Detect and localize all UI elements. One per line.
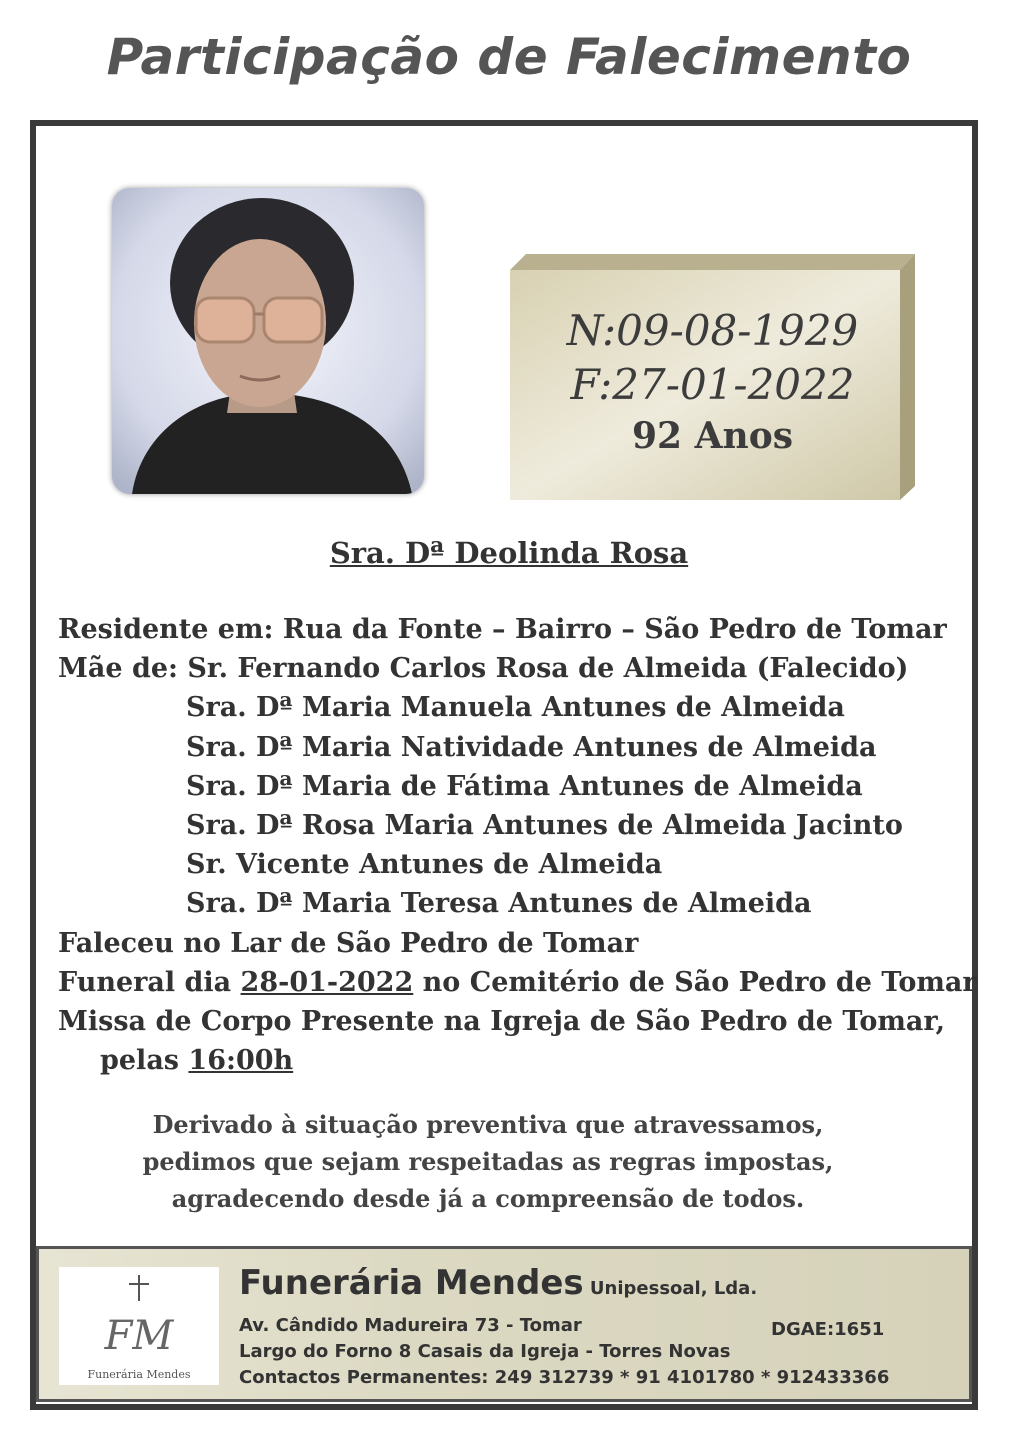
mass-time: 16:00h: [188, 1045, 294, 1077]
mass-time-prefix: pelas: [100, 1045, 189, 1077]
child-line: Sra. Dª Maria Teresa Antunes de Almeida: [186, 888, 812, 920]
child-line: Sra. Dª Maria Natividade Antunes de Almeida: [186, 731, 877, 763]
portrait-image: [112, 188, 424, 494]
company-name-main: Funerária Mendes: [239, 1263, 584, 1303]
funeral-line: [58, 963, 977, 1002]
contacts-line: Contactos Permanentes: 249 312739 * 91 4101780 * 912433366: [239, 1367, 890, 1388]
age: 92 Anos: [631, 415, 793, 457]
covid-notice: [0, 1106, 976, 1217]
dgae-number: DGAE:1651: [771, 1319, 885, 1340]
mass-time-line: [58, 1041, 958, 1080]
logo-monogram: FM: [104, 1313, 174, 1359]
child-line: Sra. Dª Maria de Fátima Antunes de Almeida: [186, 770, 863, 802]
child-line: Sra. Dª Rosa Maria Antunes de Almeida Jacinto: [186, 810, 903, 842]
company-name: [239, 1263, 757, 1303]
notice-line: Derivado à situação preventiva que atravessamos,: [152, 1110, 824, 1139]
death-date: F:27-01-2022: [570, 360, 855, 409]
dates-stone: [510, 254, 915, 500]
funeral-home-logo: [59, 1267, 219, 1385]
funeral-prefix: Funeral dia: [58, 966, 241, 998]
place-of-death-line: Faleceu no Lar de São Pedro de Tomar: [58, 927, 639, 959]
address-torres-novas: Largo do Forno 8 Casais da Igreja - Torres Novas: [239, 1341, 731, 1362]
mass-line: Missa de Corpo Presente na Igreja de São Pedro de Tomar,: [58, 1006, 946, 1038]
notice-line: pedimos que sejam respeitadas as regras impostas,: [142, 1147, 834, 1176]
funeral-date: 28-01-2022: [240, 966, 414, 998]
deceased-name: Sra. Dª Deolinda Rosa: [329, 536, 689, 570]
child-line: Sr. Vicente Antunes de Almeida: [186, 849, 663, 881]
portrait-photo: [112, 188, 424, 494]
funeral-suffix: no Cemitério de São Pedro de Tomar: [413, 966, 977, 998]
funeral-home-footer: [36, 1246, 972, 1402]
logo-caption: Funerária Mendes: [87, 1368, 191, 1381]
residence-line: Residente em: Rua da Fonte – Bairro – São Pedro de Tomar: [58, 614, 947, 645]
notice-line: agradecendo desde já a compreensão de todos.: [171, 1184, 805, 1213]
page-title: Participação de Falecimento: [106, 28, 912, 86]
children-intro-line: Mãe de: Sr. Fernando Carlos Rosa de Almeida (Falecido): [58, 653, 909, 685]
birth-date: N:09-08-1929: [566, 306, 859, 355]
child-line: Sra. Dª Maria Manuela Antunes de Almeida: [186, 692, 845, 724]
company-suffix: Unipessoal, Lda.: [583, 1278, 758, 1299]
details-block: [58, 610, 977, 1080]
address-tomar: Av. Cândido Madureira 73 - Tomar: [239, 1315, 582, 1336]
